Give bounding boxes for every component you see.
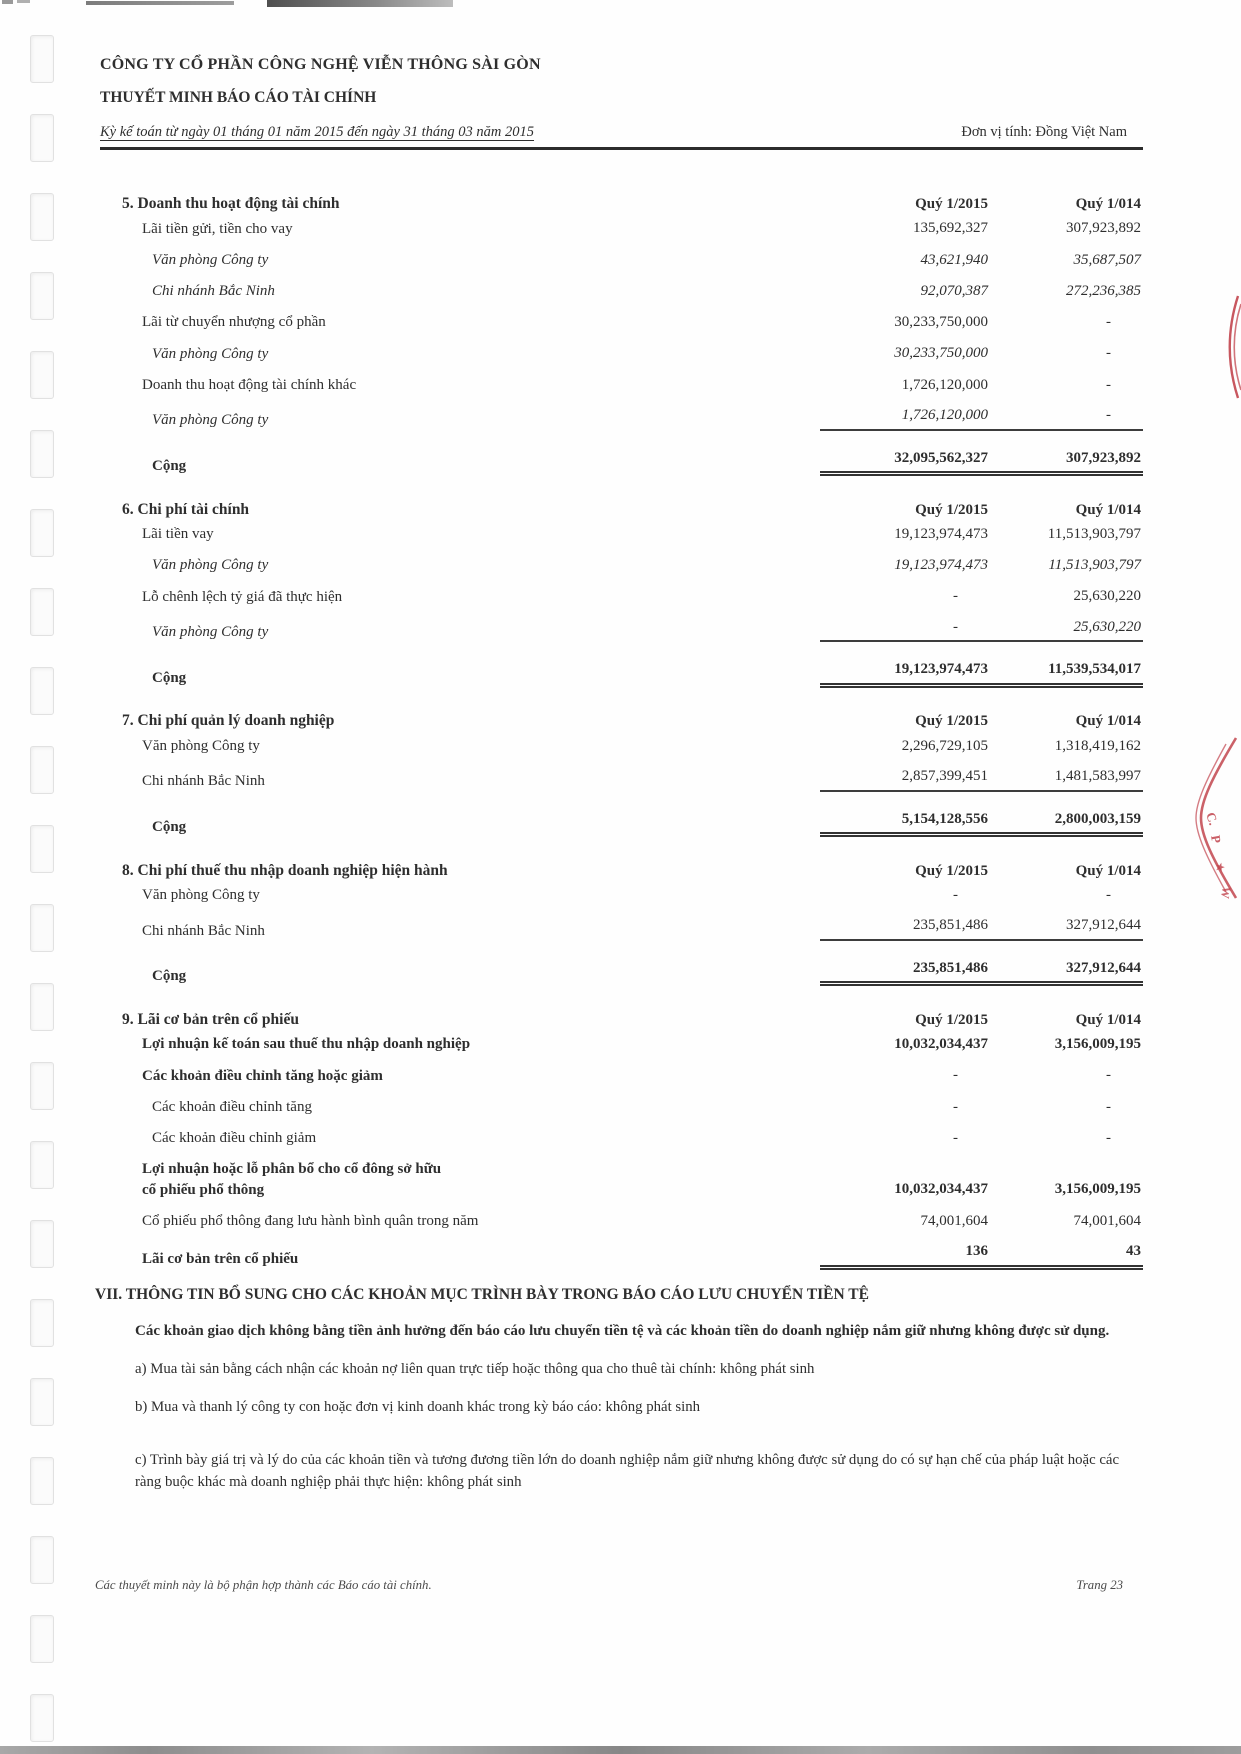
- binder-hole: [30, 1536, 54, 1584]
- column-header-q1-2014: Quý 1/014: [1075, 196, 1141, 212]
- value-2015: 135,692,327: [913, 220, 988, 237]
- binder-hole: [30, 983, 54, 1031]
- binder-hole: [30, 1220, 54, 1268]
- value-2015: 2,857,399,451: [820, 767, 990, 792]
- table-row: [100, 213, 1143, 244]
- note-section: [100, 712, 1143, 842]
- table-row: [100, 1091, 1143, 1122]
- value-2015: 10,032,034,437: [894, 1181, 988, 1198]
- table-row: [100, 1123, 1143, 1154]
- value-2015: -: [953, 1067, 958, 1084]
- footer-note: Các thuyết minh này là bộ phận hợp thành các Báo cáo tài chính.: [95, 1578, 432, 1592]
- note-item: c) Trình bày giá trị và lý do của các khoản tiền và tương đương tiền lớn do doanh nghiệp nắm giữ nhưng không được sử dụng do có sự hạn chế của pháp luật hoặc các ràng buộc khác mà doanh nghiệp phải thực hiện: không phát sinh: [135, 1451, 1120, 1491]
- scan-artifact-speck: [2, 0, 13, 4]
- scan-artifact-top-bar: [86, 1, 234, 5]
- column-header-q1-2014: Quý 1/014: [1075, 713, 1141, 730]
- value-2015: -: [820, 618, 990, 643]
- section-title: 5. Doanh thu hoạt động tài chính: [122, 195, 340, 212]
- row-label: Các khoản điều chỉnh tăng hoặc giảm: [142, 1067, 383, 1084]
- row-label: Lãi tiền vay: [142, 526, 214, 542]
- column-header-q1-2015: Quý 1/2015: [915, 713, 988, 730]
- scan-artifact-speck: [17, 0, 30, 3]
- value-2014: -: [1106, 376, 1111, 393]
- column-header-q1-2015: Quý 1/2015: [915, 862, 988, 879]
- value-2015: 1,726,120,000: [901, 376, 988, 393]
- value-2015: 10,032,034,437: [894, 1036, 988, 1052]
- value-2014: 35,687,507: [1073, 251, 1141, 268]
- note-section: [100, 862, 1143, 992]
- value-2014: 327,912,644: [990, 916, 1143, 941]
- binder-hole: [30, 1378, 54, 1426]
- value-2014: 1,318,419,162: [1054, 737, 1141, 754]
- table-row: [100, 1060, 1143, 1091]
- binder-hole: [30, 35, 54, 83]
- row-label: Chi nhánh Bắc Ninh: [142, 922, 265, 939]
- section-title: 7. Chi phí quản lý doanh nghiệp: [122, 712, 335, 730]
- total-value-2014: 307,923,892: [990, 449, 1143, 477]
- row-label: Doanh thu hoạt động tài chính khác: [142, 376, 357, 393]
- binder-hole: [30, 825, 54, 873]
- value-2014: 74,001,604: [1073, 1212, 1141, 1229]
- column-header-q1-2014: Quý 1/014: [1075, 862, 1141, 879]
- value-2014: -: [1106, 1098, 1111, 1115]
- section-header: [100, 1011, 1143, 1029]
- note-section: [100, 195, 1143, 482]
- page-number: Trang 23: [1076, 1578, 1123, 1592]
- binder-hole: [30, 351, 54, 399]
- seal-glyph: P: [1208, 833, 1225, 845]
- value-2014: 3,156,009,195: [1054, 1181, 1141, 1198]
- row-label: Chi nhánh Bắc Ninh: [152, 283, 275, 299]
- binder-hole: [30, 114, 54, 162]
- period-row: [100, 124, 1143, 141]
- total-value-2015: 19,123,974,473: [820, 660, 990, 688]
- seal-glyph: C.: [1203, 810, 1222, 827]
- table-row: [100, 244, 1143, 275]
- total-value-2015: 5,154,128,556: [820, 810, 990, 838]
- binder-hole: [30, 509, 54, 557]
- section-title: 9. Lãi cơ bản trên cổ phiếu: [122, 1010, 299, 1028]
- total-label: Cộng: [152, 968, 187, 984]
- value-2015: 1,726,120,000: [820, 406, 990, 431]
- value-2015: 30,233,750,000: [894, 314, 988, 330]
- binder-hole: [30, 272, 54, 320]
- value-2014: 1,481,583,997: [990, 767, 1143, 792]
- row-label: Văn phòng Công ty: [142, 737, 260, 754]
- value-2015: 2,296,729,105: [901, 737, 988, 754]
- row-label: Văn phòng Công ty: [152, 251, 269, 268]
- table-row: [100, 762, 1143, 798]
- section-vii-items: [95, 1358, 1141, 1495]
- total-row: [100, 655, 1143, 694]
- value-2014: 11,513,903,797: [1048, 557, 1141, 573]
- row-label: Văn phòng Công ty: [152, 624, 269, 640]
- page-footer: [95, 1578, 1123, 1593]
- binder-hole: [30, 1299, 54, 1347]
- row-label: Văn phòng Công ty: [152, 412, 269, 429]
- table-row: [100, 581, 1143, 612]
- row-label: Lỗ chênh lệch tỷ giá đã thực hiện: [142, 588, 343, 605]
- seal-edge-stamp: [1222, 292, 1241, 402]
- value-2015: -: [953, 1129, 958, 1146]
- value-2015: 235,851,486: [820, 916, 990, 941]
- binder-hole: [30, 667, 54, 715]
- value-2014: -: [1106, 314, 1111, 330]
- value-2014: -: [1106, 1067, 1111, 1084]
- binder-hole: [30, 1457, 54, 1505]
- document-title: THUYẾT MINH BÁO CÁO TÀI CHÍNH: [100, 89, 377, 106]
- note-item: a) Mua tài sản bằng cách nhận các khoản nợ liên quan trực tiếp hoặc thông qua cho thuê tài chính: không phát sinh: [135, 1360, 815, 1377]
- row-label: Văn phòng Công ty: [152, 345, 269, 362]
- table-row: [100, 730, 1143, 761]
- table-row: [100, 276, 1143, 307]
- note-section: [100, 501, 1143, 694]
- row-label: Lợi nhuận kế toán sau thuế thu nhập doanh nghiệp: [142, 1036, 471, 1053]
- section-header: [100, 501, 1143, 519]
- binder-hole: [30, 430, 54, 478]
- table-row: [100, 612, 1143, 648]
- table-row: [100, 1205, 1143, 1236]
- total-value-2014: 11,539,534,017: [990, 660, 1143, 688]
- value-2014: -: [1106, 886, 1111, 903]
- total-value-2014: 2,800,003,159: [990, 810, 1143, 838]
- total-label: Cộng: [152, 818, 187, 835]
- table-row: [100, 550, 1143, 581]
- header-rule: [100, 147, 1143, 150]
- value-2015: 43,621,940: [920, 251, 988, 268]
- column-header-q1-2014: Quý 1/014: [1075, 1011, 1141, 1028]
- total-row: [100, 804, 1143, 843]
- company-name: CÔNG TY CỔ PHẦN CÔNG NGHỆ VIỄN THÔNG SÀI GÒN: [100, 56, 541, 73]
- accounting-period: Kỳ kế toán từ ngày 01 tháng 01 năm 2015 đến ngày 31 tháng 03 năm 2015: [100, 124, 535, 140]
- section-title: 8. Chi phí thuế thu nhập doanh nghiệp hiện hành: [122, 861, 448, 879]
- value-2014: -: [990, 406, 1143, 431]
- scan-artifact-top-bar: [267, 0, 453, 7]
- section-vii-heading: VII. THÔNG TIN BỔ SUNG CHO CÁC KHOẢN MỤC TRÌNH BÀY TRONG BÁO CÁO LƯU CHUYỂN TIỀN TỆ: [95, 1286, 869, 1303]
- table-row: [100, 911, 1143, 947]
- table-row: [100, 1154, 1143, 1206]
- value-2015: -: [953, 1098, 958, 1115]
- row-label: Các khoản điều chỉnh giảm: [152, 1130, 317, 1146]
- value-2014: -: [1106, 345, 1111, 362]
- binder-hole: [30, 193, 54, 241]
- total-label: Cộng: [152, 457, 187, 474]
- seal-glyph: ★: [1213, 861, 1228, 873]
- binder-hole: [30, 1694, 54, 1742]
- value-2015: 92,070,387: [920, 282, 988, 299]
- section-header: [100, 195, 1143, 213]
- total-row: [100, 953, 1143, 992]
- section-header: [100, 712, 1143, 730]
- row-label-line2: cổ phiếu phổ thông: [142, 1181, 265, 1198]
- value-2014: 3,156,009,195: [1054, 1036, 1141, 1052]
- row-label: Lãi từ chuyển nhượng cổ phần: [142, 314, 326, 331]
- section-vii-intro: Các khoản giao dịch không bằng tiền ảnh hưởng đến báo cáo lưu chuyển tiền tệ và các khoản tiền do doanh nghiệp nắm giữ nhưng không được sử dụng.: [135, 1322, 1110, 1339]
- value-2014: 25,630,220: [1073, 588, 1141, 605]
- note-item: b) Mua và thanh lý công ty con hoặc đơn vị kinh doanh khác trong kỳ báo cáo: không phát sinh: [135, 1398, 701, 1415]
- table-row: [100, 519, 1143, 550]
- total-value-2014: 327,912,644: [990, 959, 1143, 987]
- section-vii: [95, 1284, 1141, 1494]
- value-2015: 19,123,974,473: [894, 557, 988, 573]
- binder-hole: [30, 746, 54, 794]
- row-label: Chi nhánh Bắc Ninh: [142, 773, 265, 790]
- section-header: [100, 862, 1143, 880]
- column-header-q1-2015: Quý 1/2015: [915, 196, 988, 212]
- column-header-q1-2015: Quý 1/2015: [915, 1011, 988, 1028]
- column-header-q1-2014: Quý 1/014: [1075, 501, 1141, 518]
- document-header: [100, 56, 1143, 150]
- row-label: Lợi nhuận hoặc lỗ phân bổ cho cổ đông sở hữu cổ phiếu phổ thông: [100, 1159, 820, 1200]
- column-header-q1-2015: Quý 1/2015: [915, 501, 988, 518]
- scan-artifact-bottom-strip: [0, 1746, 1241, 1754]
- value-2014: 43: [990, 1242, 1143, 1270]
- row-label: Lãi cơ bản trên cổ phiếu: [142, 1251, 299, 1268]
- value-2015: 19,123,974,473: [894, 525, 988, 542]
- company-seal-stamp: [1182, 736, 1241, 900]
- value-2014: 25,630,220: [990, 618, 1143, 643]
- table-row: [100, 369, 1143, 400]
- table-row: [100, 307, 1143, 338]
- value-2015: 74,001,604: [920, 1212, 988, 1229]
- table-row: [100, 338, 1143, 369]
- note-section: [100, 1011, 1143, 1275]
- row-label: Văn phòng Công ty: [152, 557, 269, 574]
- table-row: [100, 1237, 1143, 1276]
- value-2015: 30,233,750,000: [894, 345, 988, 362]
- total-label: Cộng: [152, 669, 187, 686]
- value-2014: -: [1106, 1129, 1111, 1146]
- table-row: [100, 1029, 1143, 1060]
- value-2014: 11,513,903,797: [1047, 525, 1141, 542]
- total-value-2015: 32,095,562,327: [820, 449, 990, 477]
- total-value-2015: 235,851,486: [820, 959, 990, 987]
- seal-glyph: W: [1217, 885, 1234, 900]
- value-2015: -: [953, 588, 958, 605]
- binder-hole: [30, 1141, 54, 1189]
- section-title: 6. Chi phí tài chính: [122, 500, 250, 518]
- binder-hole: [30, 1062, 54, 1110]
- row-label: Cổ phiếu phổ thông đang lưu hành bình quân trong năm: [142, 1212, 479, 1229]
- binder-hole: [30, 1615, 54, 1663]
- binder-hole: [30, 904, 54, 952]
- table-row: [100, 880, 1143, 911]
- binder-hole: [30, 588, 54, 636]
- value-2015: -: [953, 886, 958, 903]
- value-2015: 136: [820, 1242, 990, 1270]
- currency-unit: Đơn vị tính: Đồng Việt Nam: [961, 124, 1127, 140]
- row-label: Văn phòng Công ty: [142, 887, 260, 903]
- value-2014: 307,923,892: [1066, 220, 1141, 237]
- row-label: Các khoản điều chỉnh tăng: [152, 1098, 312, 1115]
- total-row: [100, 443, 1143, 482]
- value-2014: 272,236,385: [1066, 282, 1141, 299]
- row-label: Lãi tiền gửi, tiền cho vay: [142, 220, 293, 237]
- notes-table: [100, 176, 1143, 1275]
- table-row: [100, 401, 1143, 437]
